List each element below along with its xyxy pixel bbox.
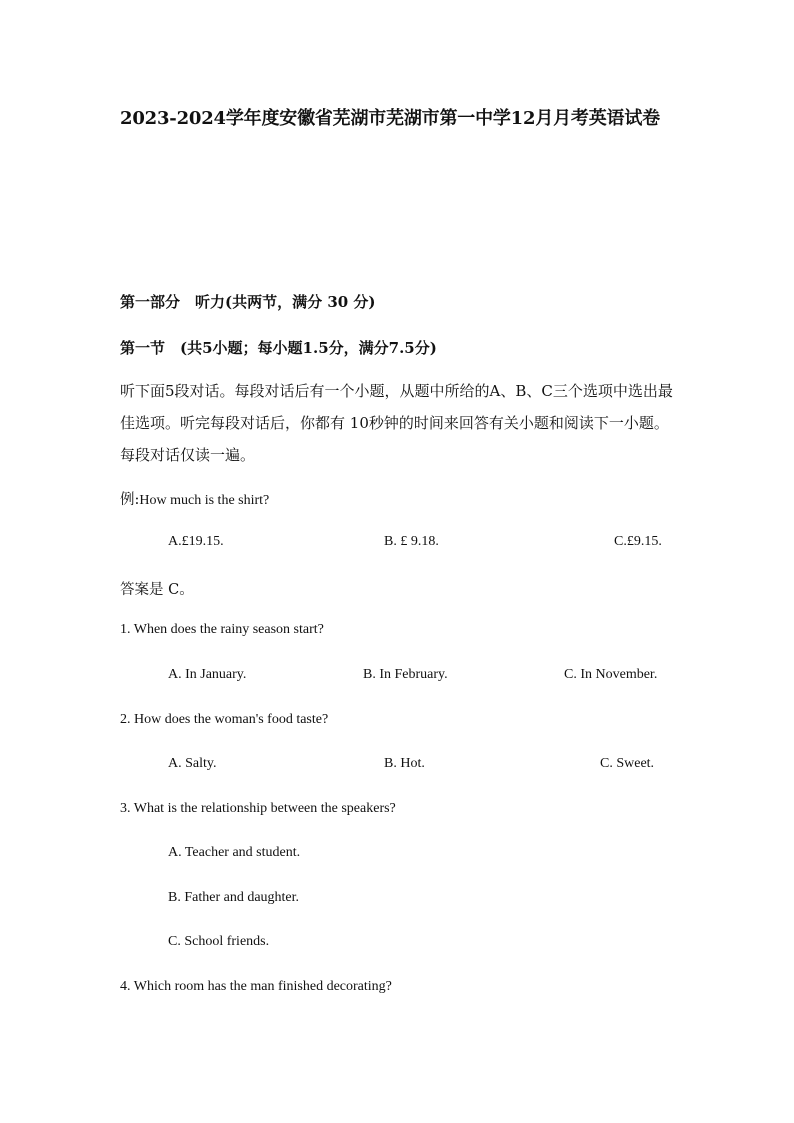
example-option-a: A.£19.15. xyxy=(168,534,224,549)
example-answer: 答案是 C。 xyxy=(120,582,194,598)
example-prefix: 例: xyxy=(120,492,140,508)
question-3: 3. What is the relationship between the speakers? xyxy=(120,801,396,816)
example-option-b: B. £ 9.18. xyxy=(384,534,439,549)
question-1-option-a: A. In January. xyxy=(168,667,247,682)
question-3-option-b: B. Father and daughter. xyxy=(168,890,300,905)
part-one-heading: 第一部分 听力(共两节，满分 30 分) xyxy=(120,293,376,311)
section-one-heading: 第一节 (共5小题；每小题1.5分，满分7.5分) xyxy=(120,339,437,357)
question-2-option-b: B. Hot. xyxy=(384,756,425,771)
question-1-option-c: C. In November. xyxy=(564,667,658,682)
example-question-text: How much is the shirt? xyxy=(139,493,270,508)
question-1-option-b: B. In February. xyxy=(363,667,448,682)
question-4: 4. Which room has the man finished decorating? xyxy=(120,979,392,994)
question-2-option-a: A. Salty. xyxy=(168,756,217,771)
example-option-c: C.£9.15. xyxy=(614,534,662,549)
exam-title: 2023-2024学年度安徽省芜湖市芜湖市第一中学12月月考英语试卷 xyxy=(120,108,660,129)
question-1: 1. When does the rainy season start? xyxy=(120,622,324,637)
question-2: 2. How does the woman's food taste? xyxy=(120,712,329,727)
question-2-option-c: C. Sweet. xyxy=(600,756,655,771)
example-question xyxy=(120,488,269,509)
question-3-option-a: A. Teacher and student. xyxy=(168,845,301,860)
question-3-option-c: C. School friends. xyxy=(168,934,270,949)
listening-instructions: 听下面5段对话。每段对话后有一个小题，从题中所给的A、B、C三个选项中选出最佳选项。听完每段对话后，你都有 10秒钟的时间来回答有关小题和阅读下一小题。每段对话仅读一遍。 xyxy=(120,382,673,464)
